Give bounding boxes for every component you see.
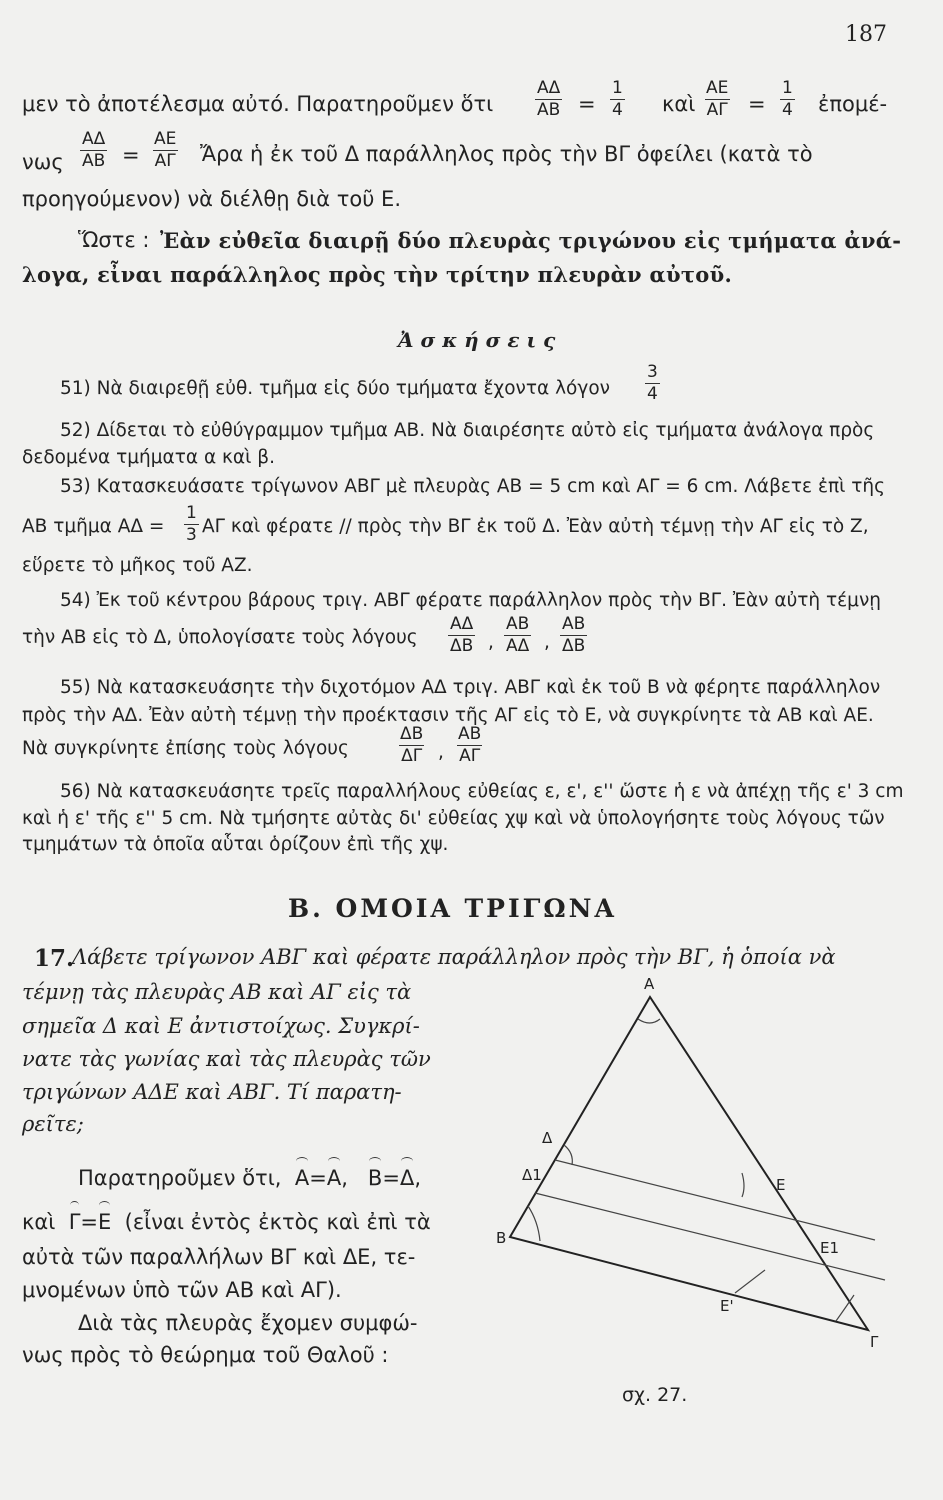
obs-line-6: νως πρὸς τὸ θεώρημα τοῦ Θαλοῦ : (22, 1343, 389, 1367)
label-b: Β (496, 1229, 507, 1247)
exercises-heading: Ἀ σ κ ή σ ε ι ς (398, 328, 556, 352)
intro-line-1a: μεν τὸ ἀποτέλεσμα αὐτό. Παρατηροῦμεν ὅτι (22, 92, 494, 116)
fraction-ad-ab: $\frac{A\Delta}{AB}$ (537, 78, 561, 120)
fraction-ad-ab-2: $\frac{A\Delta}{AB}$ (82, 129, 106, 171)
fraction-db-dg: $\frac{\Delta B}{\Delta\Gamma}$ (400, 724, 424, 766)
label-e: Ε (776, 1176, 786, 1194)
fraction-ab-ag: $\frac{AB}{A\Gamma}$ (458, 724, 482, 766)
intro-line-1b: ἐπομέ- (818, 92, 888, 116)
fraction-ab-ad: $\frac{AB}{A\Delta}$ (506, 614, 530, 656)
angle-b: Β (367, 1166, 383, 1190)
exercise-51: 51) Νὰ διαιρεθῇ εὐθ. τμῆμα εἰς δύο τμήματα ἔχοντα λόγον (60, 378, 610, 399)
angle-arc-a (638, 1019, 660, 1023)
fraction-1-4b: $\frac{1}{4}$ (782, 78, 793, 120)
comma: , (488, 632, 494, 653)
line-d1e1 (535, 1193, 885, 1280)
problem-line-5: τριγώνων ΑΔΕ καὶ ΑΒΓ. Τί παρατη- (22, 1080, 402, 1104)
kai-word: καὶ (662, 92, 696, 116)
fraction-ae-ag: $\frac{AE}{A\Gamma}$ (706, 78, 729, 120)
intro-line-2b: Ἄρα ἡ ἐκ τοῦ Δ παράλληλος πρὸς τὴν ΒΓ ὀφείλει (κατὰ τὸ (200, 142, 813, 166)
problem-line-2: τέμνῃ τὰς πλευρὰς ΑΒ καὶ ΑΓ εἰς τὰ (22, 980, 412, 1004)
comma: , (438, 742, 444, 763)
fraction-1-4: $\frac{1}{4}$ (612, 78, 623, 120)
equals-sign: = (748, 92, 766, 116)
angle-a-2: Α (326, 1166, 342, 1190)
figure-caption: σχ. 27. (622, 1384, 688, 1406)
theorem-line-2: λογα, εἶναι παράλληλος πρὸς τὴν τρίτην πλευρὰν αὐτοῦ. (22, 262, 733, 287)
line-e-prime (735, 1270, 765, 1293)
angle-arc-e (742, 1173, 744, 1197)
label-d: Δ (542, 1129, 553, 1147)
equals-sign: = (122, 143, 140, 167)
fraction-3-4: $\frac{3}{4}$ (647, 362, 658, 404)
obs-line-2: καὶ Γ=Ε (εἶναι ἐντὸς ἐκτὸς καὶ ἐπὶ τὰ (22, 1210, 431, 1234)
page-number: 187 (845, 22, 887, 47)
comma: , (544, 632, 550, 653)
label-g: Γ (870, 1333, 879, 1351)
angle-e: Ε (98, 1210, 112, 1234)
triangle-abg (510, 997, 868, 1330)
exercise-56-line-3: τμημάτων τὰ ὁποῖα αὗται ὁρίζουν ἐπὶ τῆς χψ. (22, 834, 449, 855)
equals-sign: = (578, 92, 596, 116)
exercise-55-line-2: πρὸς τὴν ΑΔ. Ἐὰν αὐτὴ τέμνῃ τὴν προέκτασιν τῆς ΑΓ εἰς τὸ Ε, νὰ συγκρίνητε τὰ ΑΒ καὶ ΑΕ. (22, 705, 874, 726)
exercise-55-line-3: Νὰ συγκρίνητε ἐπίσης τοὺς λόγους (22, 738, 349, 759)
exercise-56-line-2: καὶ ἡ ε' τῆς ε'' 5 cm. Νὰ τμήσητε αὐτὰς δι' εὐθείας χψ καὶ νὰ ὑπολογήσητε τοὺς λόγους τῶν (22, 808, 885, 829)
intro-line-2a: νως (22, 150, 64, 174)
line-de (555, 1160, 875, 1240)
fraction-ad-db: $\frac{A\Delta}{\Delta B}$ (450, 614, 474, 656)
obs-line-4: μνομένων ὑπὸ τῶν ΑΒ καὶ ΑΓ). (22, 1278, 342, 1302)
triangle-figure (480, 975, 900, 1375)
label-e-prime: Ε' (720, 1297, 734, 1315)
exercise-53-line-2a: ΑΒ τμῆμα ΑΔ = (22, 516, 165, 537)
exercise-53-line-2b: ΑΓ καὶ φέρατε // πρὸς τὴν ΒΓ ἐκ τοῦ Δ. Ἐὰν αὐτὴ τέμνῃ τὴν ΑΓ εἰς τὸ Ζ, (202, 516, 869, 537)
intro-line-3: προηγούμενον) νὰ διέλθῃ διὰ τοῦ Ε. (22, 187, 401, 211)
angle-a: Α (294, 1166, 310, 1190)
problem-line-3: σημεῖα Δ καὶ Ε ἀντιστοίχως. Συγκρί- (22, 1014, 420, 1038)
exercise-53-line-3: εὕρετε τὸ μῆκος τοῦ ΑΖ. (22, 555, 253, 576)
exercise-54-line-2: τὴν ΑΒ εἰς τὸ Δ, ὑπολογίσατε τοὺς λόγους (22, 627, 418, 648)
exercise-53-line-1: 53) Κατασκευάσατε τρίγωνον ΑΒΓ μὲ πλευρὰς ΑΒ = 5 cm καὶ ΑΓ = 6 cm. Λάβετε ἐπὶ τῆς (60, 476, 885, 497)
angle-g: Γ (68, 1210, 81, 1234)
fraction-1-3: $\frac{1}{3}$ (186, 503, 197, 545)
exercise-52-line-2: δεδομένα τμήματα α καὶ β. (22, 447, 275, 468)
obs-line-5: Διὰ τὰς πλευρὰς ἔχομεν συμφώ- (78, 1311, 418, 1335)
angle-arc-b (528, 1206, 540, 1241)
fraction-ae-ag-2: $\frac{AE}{A\Gamma}$ (154, 129, 177, 171)
theorem-lead: Ὥστε : (78, 228, 150, 252)
problem-line-1: Λάβετε τρίγωνον ΑΒΓ καὶ φέρατε παράλληλον πρὸς τὴν ΒΓ, ἡ ὁποία νὰ (72, 945, 836, 969)
obs-line-1: Παρατηροῦμεν ὅτι, Α=Α, Β=Δ, (78, 1166, 422, 1190)
fraction-ab-db: $\frac{AB}{\Delta B}$ (562, 614, 586, 656)
section-title: Β. ΟΜΟΙΑ ΤΡΙΓΩΝΑ (288, 894, 617, 923)
problem-line-4: νατε τὰς γωνίας καὶ τὰς πλευρὰς τῶν (22, 1047, 431, 1071)
label-a: Α (644, 975, 655, 993)
angle-d: Δ (399, 1166, 415, 1190)
exercise-54-line-1: 54) Ἐκ τοῦ κέντρου βάρους τριγ. ΑΒΓ φέρατε παράλληλον πρὸς τὴν ΒΓ. Ἐὰν αὐτὴ τέμνῃ (60, 590, 882, 611)
problem-line-6: ρεῖτε; (22, 1112, 84, 1136)
obs-line-3: αὐτὰ τῶν παραλλήλων ΒΓ καὶ ΔΕ, τε- (22, 1245, 416, 1269)
exercise-56-line-1: 56) Νὰ κατασκευάσητε τρεῖς παραλλήλους εὐθείας ε, ε', ε'' ὥστε ἡ ε νὰ ἀπέχῃ τῆς ε' 3 cm (60, 781, 904, 802)
theorem-line-1: Ἐὰν εὐθεῖα διαιρῇ δύο πλευρὰς τριγώνου εἰς τμήματα ἀνά- (160, 228, 902, 253)
exercise-55-line-1: 55) Νὰ κατασκευάσητε τὴν διχοτόμον ΑΔ τριγ. ΑΒΓ καὶ ἐκ τοῦ Β νὰ φέρητε παράλληλον (60, 677, 881, 698)
label-d1: Δ1 (522, 1166, 542, 1184)
label-e1: Ε1 (820, 1239, 840, 1257)
problem-number: 17. (34, 945, 75, 972)
angle-arc-g (836, 1295, 854, 1321)
exercise-52-line-1: 52) Δίδεται τὸ εὐθύγραμμον τμῆμα ΑΒ. Νὰ διαιρέσητε αὐτὸ εἰς τμήματα ἀνάλογα πρὸς (60, 420, 875, 441)
